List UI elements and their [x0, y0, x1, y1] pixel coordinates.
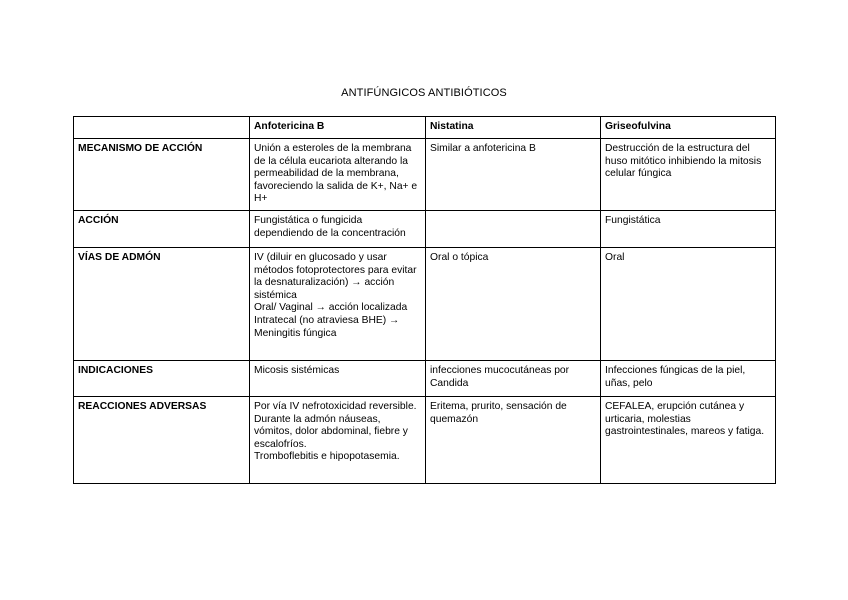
cell-text: Oral	[605, 252, 625, 263]
row-label: ACCIÓN	[74, 211, 250, 248]
cell-text: Eritema, prurito, sensación de quemazón	[430, 401, 567, 425]
row-label: VÍAS DE ADMÓN	[74, 248, 250, 361]
table-cell	[250, 139, 426, 211]
header-cell-empty	[74, 117, 250, 139]
document-title: ANTIFÚNGICOS ANTIBIÓTICOS	[341, 87, 507, 99]
cell-text: Infecciones fúngicas de la piel, uñas, pelo	[605, 365, 746, 389]
table-header-row	[74, 117, 776, 139]
header-cell-nistatina: Nistatina	[426, 117, 601, 139]
row-label: INDICACIONES	[74, 361, 250, 397]
cell-text: Tromboflebitis e hipopotasemia.	[254, 451, 400, 463]
cell-text: IV (diluir en glucosado y usar métodos fotoprotectores para evitar la desnaturalización) → acción sistémica	[254, 252, 417, 301]
table-cell	[601, 248, 776, 361]
table-cell	[601, 211, 776, 248]
table-cell	[601, 361, 776, 397]
cell-text: Similar a anfotericina B	[430, 143, 536, 154]
table-cell	[250, 211, 426, 248]
cell-text: Micosis sistémicas	[254, 365, 340, 376]
header-cell-griseofulvina: Griseofulvina	[601, 117, 776, 139]
table-cell	[601, 397, 776, 484]
cell-text: Oral/ Vaginal → acción localizada	[254, 302, 408, 314]
table-row-mecanismo	[74, 139, 776, 211]
antifungal-table	[73, 116, 776, 484]
table-cell	[426, 397, 601, 484]
table-cell	[426, 361, 601, 397]
table-cell	[426, 211, 601, 248]
cell-text: Fungistática	[605, 215, 661, 226]
cell-text: infecciones mucocutáneas por Candida	[430, 365, 570, 389]
row-label: REACCIONES ADVERSAS	[74, 397, 250, 484]
cell-text: Fungistática o fungicida dependiendo de la concentración	[254, 215, 406, 239]
header-cell-anfotericina: Anfotericina B	[250, 117, 426, 139]
row-label: MECANISMO DE ACCIÓN	[74, 139, 250, 211]
table-cell	[250, 361, 426, 397]
table-cell	[426, 139, 601, 211]
cell-text: Destrucción de la estructura del huso mitótico inhibiendo la mitosis celular fúngica	[605, 143, 762, 180]
table-row-reacciones	[74, 397, 776, 484]
cell-text: Por vía IV nefrotoxicidad reversible.	[254, 401, 417, 412]
cell-text: Oral o tópica	[430, 252, 489, 263]
cell-text: Durante la admón náuseas, vómitos, dolor abdominal, fiebre y escalofríos.	[254, 413, 408, 450]
table-cell	[250, 397, 426, 484]
table-cell	[250, 248, 426, 361]
table-row-indicaciones	[74, 361, 776, 397]
table-cell	[426, 248, 601, 361]
table-row-accion	[74, 211, 776, 248]
cell-text: CEFALEA, erupción cutánea y urticaria, molestias gastrointestinales, mareos y fatiga.	[605, 401, 765, 438]
cell-text: Intratecal (no atraviesa BHE) → Meningitis fúngica	[254, 314, 400, 339]
cell-text: Unión a esteroles de la membrana de la célula eucariota alterando la permeabilidad de la membrana, favoreciendo la salida de K+, Na+ e H+	[254, 143, 418, 205]
table-row-vias	[74, 248, 776, 361]
table-cell	[601, 139, 776, 211]
